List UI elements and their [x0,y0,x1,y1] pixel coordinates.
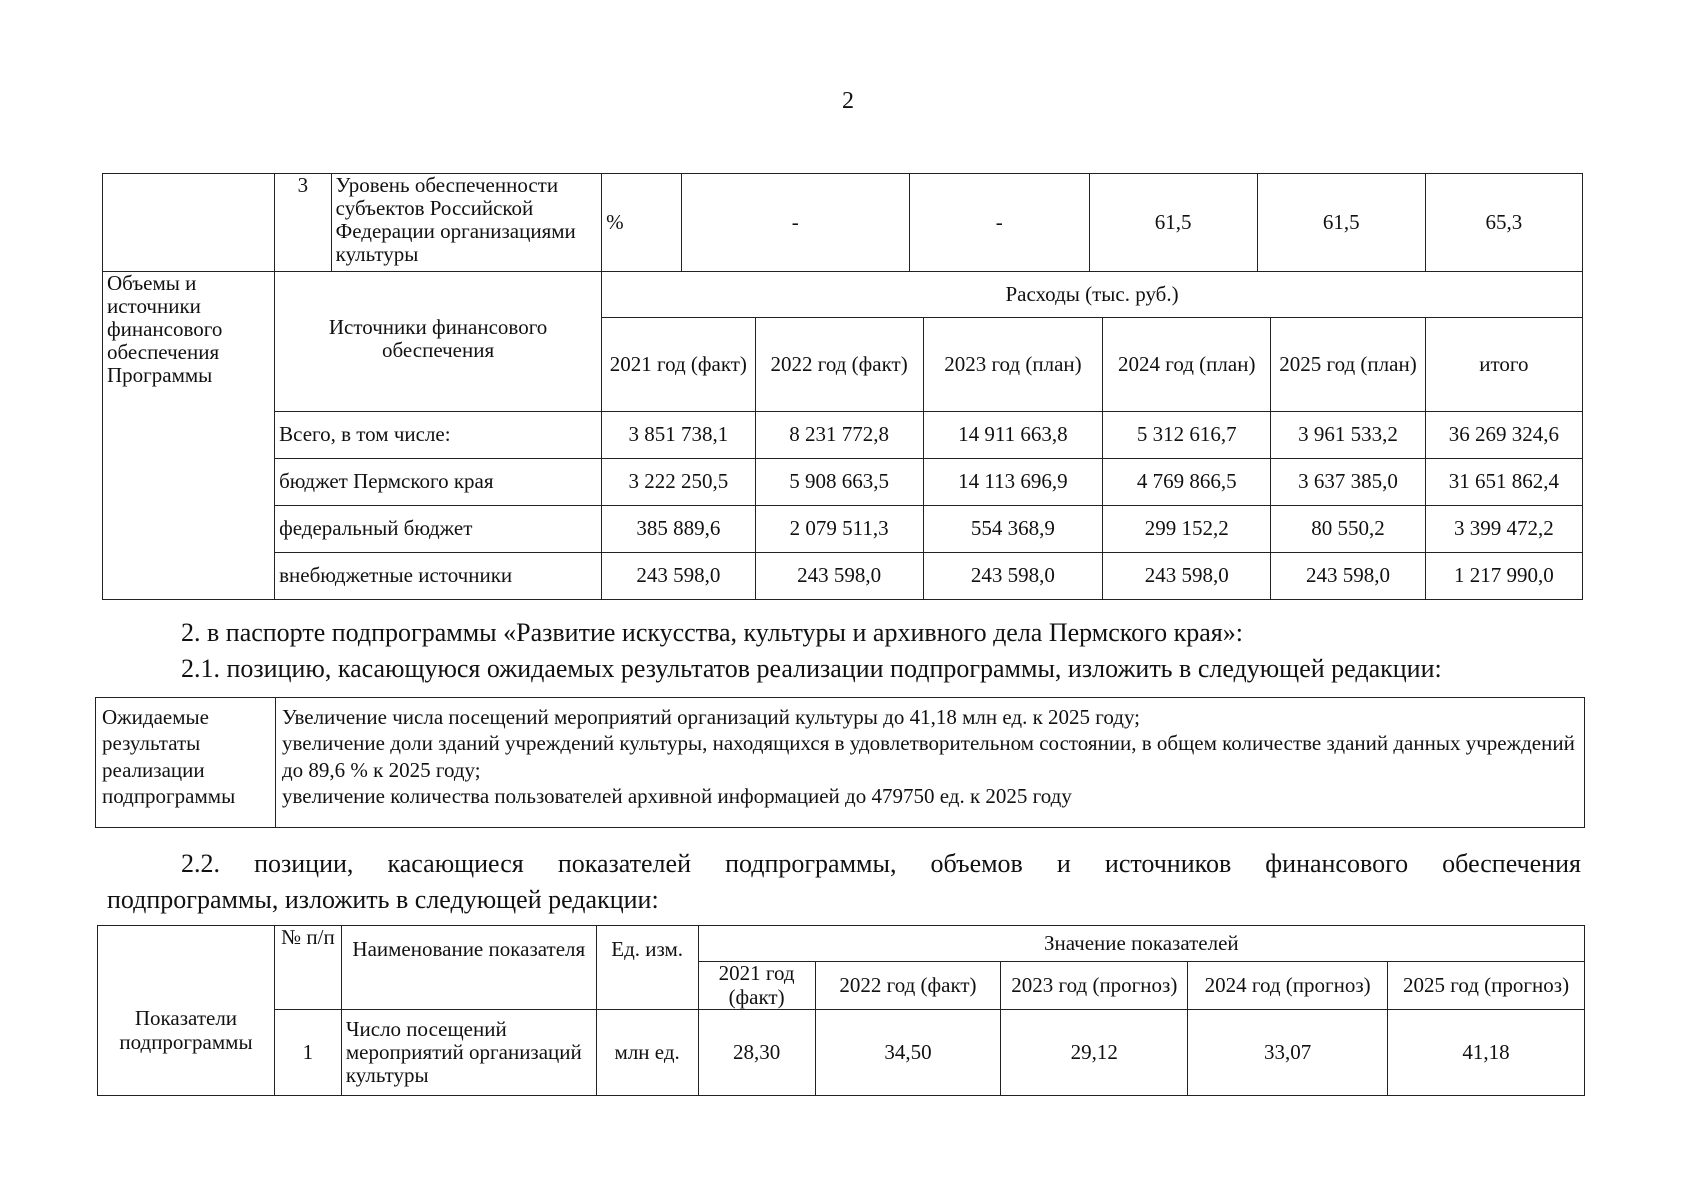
row-value: 29,12 [1001,1010,1188,1096]
row-value: 33,07 [1188,1010,1388,1096]
unit-header: Ед. изм. [596,926,698,1010]
row-value: 34,50 [815,1010,1001,1096]
finance-value: 3 961 533,2 [1271,412,1426,459]
name-header: Наименование показателя [341,926,596,1010]
expenses-header: Расходы (тыс. руб.) [602,272,1583,318]
finance-value: 80 550,2 [1271,506,1426,553]
row-value: 41,18 [1388,1010,1585,1096]
finance-value: 243 598,0 [1103,553,1271,600]
year-header: 2023 год (план) [923,318,1103,412]
finance-value: 2 079 511,3 [755,506,923,553]
finance-row-label: Всего, в том числе: [275,412,602,459]
row-num: 1 [274,1010,341,1096]
row-value: 28,30 [698,1010,815,1096]
finance-value: 8 231 772,8 [755,412,923,459]
year-header: 2021 год (факт) [602,318,756,412]
total-header: итого [1425,318,1582,412]
finance-value: 1 217 990,0 [1425,553,1582,600]
num-header: № п/п [274,926,341,1010]
paragraph-2-2-cont: подпрограммы, изложить в следующей редакции: [107,885,659,914]
finance-value: 554 368,9 [923,506,1103,553]
page-number: 2 [842,88,854,114]
year-header: 2025 год (прогноз) [1388,962,1585,1010]
empty-cell [103,174,275,272]
expected-line: Увеличение числа посещений мероприятий организаций культуры до 41,18 млн ед. к 2025 году; [281,705,1141,729]
year-header: 2023 год (прогноз) [1001,962,1188,1010]
expected-line: увеличение доли зданий учреждений культуры, находящихся в удовлетворительном состоянии, в общем количестве зданий данных учреждений до 89,6 % к 2025 году; [281,731,1575,782]
indicator-value: 65,3 [1425,174,1582,272]
finance-row [103,459,1583,506]
finance-value: 243 598,0 [755,553,923,600]
finance-value: 36 269 324,6 [1425,412,1582,459]
indicator-data-row [98,1010,1585,1096]
finance-value: 3 637 385,0 [1271,459,1426,506]
finance-row-label: внебюджетные источники [275,553,602,600]
year-header: 2024 год (план) [1103,318,1271,412]
indicator-unit: % [602,174,682,272]
finance-value: 5 312 616,7 [1103,412,1271,459]
indicator-name: Уровень обеспеченности субъектов Российской Федерации организациями культуры [331,174,601,272]
finance-value: 14 911 663,8 [923,412,1103,459]
paragraph-2-1: 2.1. позицию, касающуюся ожидаемых результатов реализации подпрограммы, изложить в следующей редакции: [181,654,1442,683]
finance-value: 385 889,6 [602,506,756,553]
finance-row [103,553,1583,600]
finance-value: 243 598,0 [923,553,1103,600]
row-unit: млн ед. [596,1010,698,1096]
indicators-section-label: Показатели подпрограммы [98,926,275,1096]
indicator-value: 61,5 [1089,174,1257,272]
finance-value: 3 222 250,5 [602,459,756,506]
finance-section-label: Объемы и источники финансового обеспечения Программы [103,272,275,600]
expected-results-label: Ожидаемые результаты реализации подпрограммы [96,698,276,828]
finance-value: 299 152,2 [1103,506,1271,553]
values-header: Значение показателей [698,926,1584,962]
finance-value: 4 769 866,5 [1103,459,1271,506]
year-header: 2021 год (факт) [698,962,815,1010]
finance-row [103,506,1583,553]
year-header: 2024 год (прогноз) [1188,962,1388,1010]
indicator-value: - [681,174,909,272]
year-header: 2022 год (факт) [755,318,923,412]
expected-results-table [95,697,1585,828]
sources-header: Источники финансового обеспечения [275,272,602,412]
finance-value: 14 113 696,9 [923,459,1103,506]
indicator-num: 3 [275,174,332,272]
finance-value: 31 651 862,4 [1425,459,1582,506]
paragraph-2-2: 2.2. позиции, касающиеся показателей подпрограммы, объемов и источников финансового обеспечения [181,849,1581,878]
finance-row-label: федеральный бюджет [275,506,602,553]
indicator-value: - [909,174,1089,272]
expected-line: увеличение количества пользователей архивной информацией до 479750 ед. к 2025 году [281,783,1072,808]
expected-results-text [275,698,1584,828]
finance-value: 3 399 472,2 [1425,506,1582,553]
finance-value: 3 851 738,1 [602,412,756,459]
indicator-value: 61,5 [1257,174,1425,272]
finance-value: 5 908 663,5 [755,459,923,506]
year-header: 2025 год (план) [1271,318,1426,412]
program-passport-table [102,173,1583,600]
row-name: Число посещений мероприятий организаций культуры [341,1010,596,1096]
subprogram-indicators-table [97,925,1585,1096]
indicator-row [103,174,1583,272]
finance-row-label: бюджет Пермского края [275,459,602,506]
year-header: 2022 год (факт) [815,962,1001,1010]
finance-row [103,412,1583,459]
finance-value: 243 598,0 [1271,553,1426,600]
finance-value: 243 598,0 [602,553,756,600]
paragraph-2: 2. в паспорте подпрограммы «Развитие искусства, культуры и архивного дела Пермского края»: [181,618,1243,647]
